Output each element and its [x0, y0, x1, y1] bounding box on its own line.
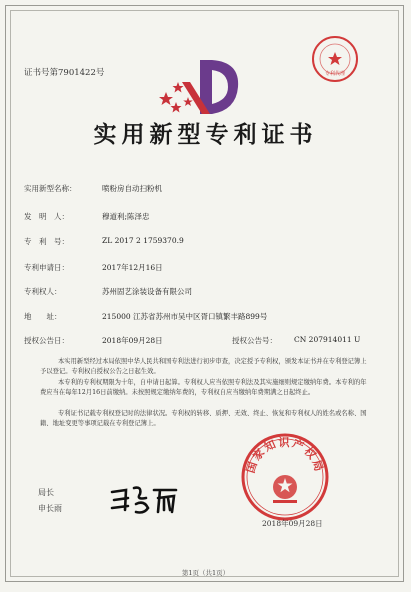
bureau-date: 2018年09月28日: [262, 519, 323, 528]
body-paragraph-1: 本实用新型经过本局依照中华人民共和国专利法进行初步审查，决定授予专利权，颁发本证书并在专利登记簿上予以登记。专利权自授权公告之日起生效。: [40, 358, 367, 376]
inventor-value: 穆道利;陈泽忠: [102, 212, 150, 221]
patentee-value: 苏州固艺涂装设备有限公司: [102, 287, 192, 296]
inventor-label: 发 明 人：: [24, 212, 69, 221]
filing-date-label: 专利申请日：: [24, 263, 69, 272]
address-label: 地 址：: [24, 312, 62, 321]
certificate-number: 证书号第7901422号: [24, 68, 105, 78]
grant-date-value: 2018年09月28日: [102, 336, 163, 345]
patent-no-value: ZL 2017 2 1759370.9: [102, 236, 184, 245]
svg-text:专利代理: 专利代理: [324, 71, 346, 77]
director-signature: [108, 482, 180, 518]
grant-no-label: 授权公告号：: [232, 336, 277, 345]
grant-no-value: CN 207914011 U: [294, 335, 361, 344]
filing-date-value: 2017年12月16日: [102, 263, 163, 272]
director-name: 申长雨: [38, 504, 62, 513]
patentee-label: 专利权人：: [24, 287, 62, 296]
page-footer: 第1页（共1页）: [181, 569, 230, 577]
patent-no-label: 专 利 号：: [24, 237, 69, 246]
body-paragraph-3: 专利证书记载专利权登记时的法律状况。专利权的转移、质押、无效、终止、恢复和专利权人的姓名或名称、国籍、地址变更等事项记载在专利登记簿上。: [40, 410, 367, 428]
bureau-stamp: [240, 432, 330, 522]
grant-date-label: 授权公告日：: [24, 336, 69, 345]
address-value: 215000 江苏省苏州市吴中区胥口镇繁丰路899号: [102, 312, 268, 321]
director-label: 局长: [38, 488, 54, 497]
body-paragraph-2: 本专利的专利权期限为十年，自申请日起算。专利权人应当依照专利法及其实施细则规定缴纳年费。本专利的年费应当在每年12月16日前缴纳。未按照规定缴纳年费的，专利权自应当缴纳年费期满之日起终止。: [40, 379, 367, 397]
name-value: 喷粉房自动扫粉机: [102, 184, 162, 193]
agency-stamp: [310, 34, 360, 84]
svg-text:国家知识产权局: 国家知识产权局: [243, 436, 327, 475]
name-label: 实用新型名称：: [24, 184, 77, 193]
certificate-title: 实用新型专利证书: [93, 121, 318, 148]
